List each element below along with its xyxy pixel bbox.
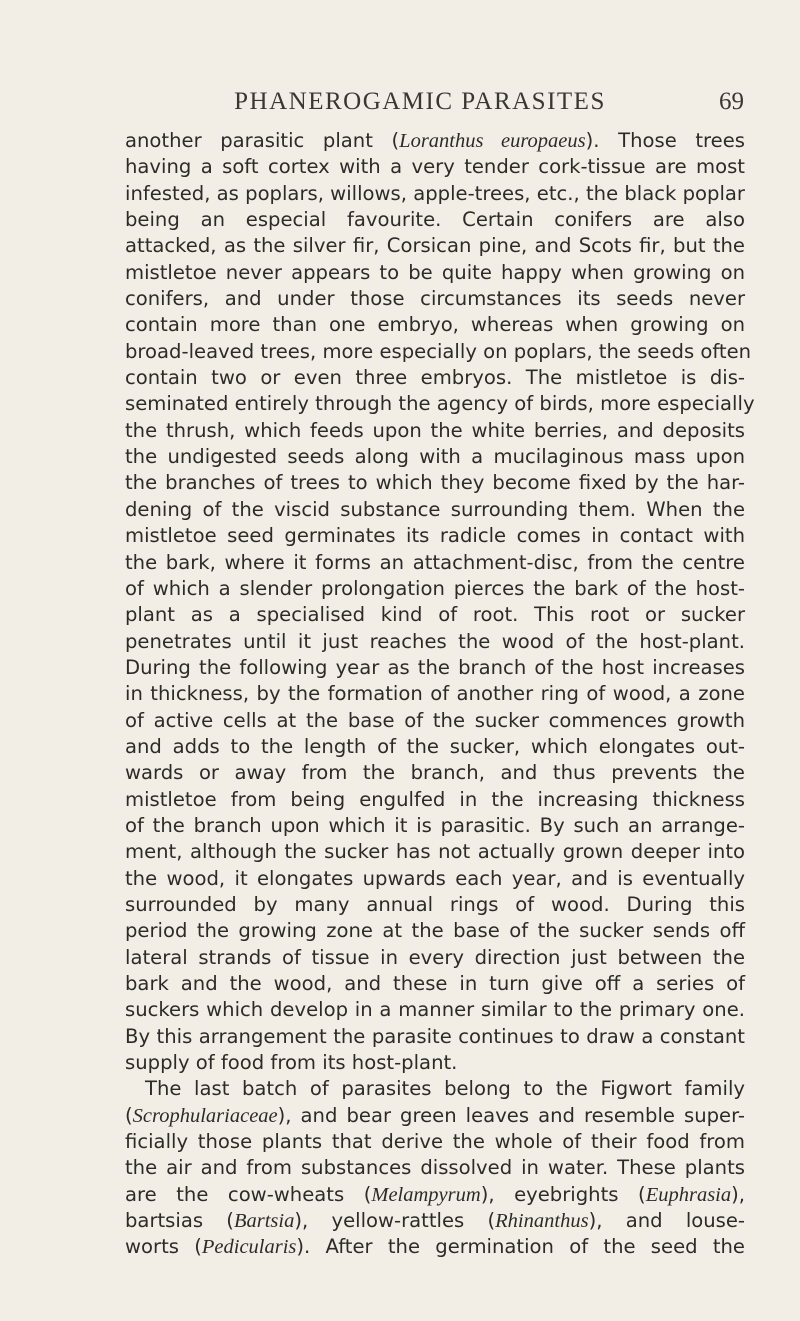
- text-run: mistletoe from being engulfed in the increasing thickness: [125, 787, 745, 811]
- text-run: During the following year as the branch of the host increases: [125, 655, 745, 679]
- text-run: the air and from substances dissolved in water. These plants: [125, 1156, 745, 1180]
- italic-taxon-name: Melampyrum: [371, 1183, 481, 1206]
- text-run: seminated entirely through the agency of birds, more especially: [125, 392, 755, 416]
- text-run: broad-leaved trees, more especially on poplars, the seeds often: [125, 339, 752, 363]
- text-line: [125, 497, 745, 523]
- text-line: [125, 629, 745, 655]
- text-run: ), yellow-rattles (: [294, 1209, 496, 1233]
- text-line: [125, 813, 745, 839]
- text-line: [125, 339, 752, 365]
- text-run: infested, as poplars, willows, apple-trees, etc., the black poplar: [125, 181, 745, 205]
- text-line: [125, 444, 745, 470]
- text-run: supply of food from its host-plant.: [125, 1051, 458, 1075]
- text-run: ficially those plants that derive the whole of their food from: [125, 1130, 745, 1154]
- text-line: [125, 1103, 745, 1129]
- text-run: mistletoe seed germinates its radicle comes in contact with: [125, 524, 745, 548]
- text-run: of active cells at the base of the sucker commences growth: [125, 708, 745, 732]
- text-line: [125, 1155, 745, 1181]
- text-line: [125, 971, 745, 997]
- text-line: [125, 892, 745, 918]
- text-line: [125, 1234, 745, 1260]
- text-line: [125, 1208, 745, 1234]
- italic-taxon-name: Loranthus europaeus: [399, 130, 586, 152]
- text-line: [125, 760, 745, 786]
- text-line: [125, 708, 745, 734]
- text-line: [125, 418, 745, 444]
- text-line: [125, 260, 745, 286]
- text-line: [125, 1129, 745, 1155]
- text-line: [125, 655, 745, 681]
- text-run: (: [125, 1103, 133, 1127]
- text-line: [125, 312, 745, 338]
- text-run: and adds to the length of the sucker, which elongates out-: [125, 734, 745, 758]
- text-line: [125, 787, 745, 813]
- text-line: [125, 734, 745, 760]
- text-run: having a soft cortex with a very tender cork-tissue are most: [125, 155, 745, 179]
- text-run: By this arrangement the parasite continues to draw a constant: [125, 1024, 745, 1048]
- text-run: plant as a specialised kind of root. This root or sucker: [125, 603, 745, 627]
- text-run: conifers, and under those circumstances its seeds never: [125, 287, 745, 311]
- text-line: [125, 1024, 745, 1050]
- text-run: the bark, where it forms an attachment-disc, from the centre: [125, 550, 745, 574]
- text-run: are the cow-wheats (: [125, 1182, 372, 1206]
- text-run: ), and bear green leaves and resemble super-: [277, 1103, 745, 1127]
- text-run: attacked, as the silver fir, Corsican pine, and Scots fir, but the: [125, 234, 745, 258]
- text-run: ), and louse-: [588, 1209, 746, 1233]
- italic-taxon-name: Euphrasia: [645, 1183, 732, 1206]
- text-run: penetrates until it just reaches the wood of the host-plant.: [125, 629, 745, 653]
- text-run: ). After the germination of the seed the: [296, 1235, 745, 1259]
- text-line: [125, 576, 745, 602]
- text-line: [125, 523, 745, 549]
- text-line: [125, 839, 745, 865]
- italic-taxon-name: Scrophulariaceae: [132, 1104, 278, 1127]
- text-run: The last batch of parasites belong to the Figwort family: [145, 1077, 745, 1101]
- text-run: the thrush, which feeds upon the white berries, and deposits: [125, 418, 745, 442]
- page-number: 69: [719, 88, 744, 115]
- text-line: [125, 1050, 745, 1076]
- text-run: mistletoe never appears to be quite happy when growing on: [125, 260, 745, 284]
- italic-taxon-name: Rhinanthus: [495, 1210, 589, 1233]
- text-run: period the growing zone at the base of the sucker sends off: [125, 919, 745, 943]
- text-line: [125, 154, 745, 180]
- text-line: [125, 918, 745, 944]
- italic-taxon-name: Bartsia: [233, 1210, 295, 1233]
- text-run: wards or away from the branch, and thus prevents the: [125, 761, 745, 785]
- text-line: [125, 550, 745, 576]
- text-line: [125, 1182, 745, 1208]
- text-run: of the branch upon which it is parasitic. By such an arrange-: [125, 813, 745, 837]
- text-run: suckers which develop in a manner similar to the primary one.: [125, 998, 745, 1022]
- body-text: [125, 128, 755, 1261]
- text-run: contain two or even three embryos. The mistletoe is dis-: [125, 366, 745, 390]
- text-line: [125, 391, 755, 417]
- text-run: ), eyebrights (: [480, 1182, 646, 1206]
- text-line: [125, 181, 745, 207]
- text-run: ). Those trees: [585, 129, 746, 152]
- text-line: [125, 233, 745, 259]
- text-run: contain more than one embryo, whereas when growing on: [125, 313, 745, 337]
- text-line: [125, 945, 745, 971]
- text-run: another parasitic plant (: [125, 129, 400, 152]
- text-run: the wood, it elongates upwards each year, and is eventually: [125, 866, 745, 890]
- text-line: [125, 207, 745, 233]
- text-run: in thickness, by the formation of another ring of wood, a zone: [125, 682, 745, 706]
- text-line: [125, 866, 745, 892]
- text-line: [125, 1076, 745, 1102]
- text-line: [125, 128, 745, 154]
- text-line: [125, 365, 745, 391]
- text-run: dening of the viscid substance surrounding them. When the: [125, 497, 745, 521]
- text-run: surrounded by many annual rings of wood. During this: [125, 892, 745, 916]
- text-run: worts (: [125, 1235, 202, 1259]
- text-run: the undigested seeds along with a mucilaginous mass upon: [125, 445, 745, 469]
- text-line: [125, 681, 745, 707]
- text-line: [125, 997, 745, 1023]
- text-run: bartsias (: [125, 1209, 234, 1233]
- text-line: [125, 470, 745, 496]
- text-line: [125, 286, 745, 312]
- italic-taxon-name: Pedicularis: [201, 1236, 297, 1259]
- text-run: bark and the wood, and these in turn give off a series of: [125, 972, 745, 995]
- running-head: PHANEROGAMIC PARASITES: [234, 88, 606, 115]
- text-run: ment, although the sucker has not actually grown deeper into: [125, 840, 745, 864]
- text-run: lateral strands of tissue in every direction just between the: [125, 945, 745, 969]
- text-run: of which a slender prolongation pierces the bark of the host-: [125, 576, 745, 600]
- text-run: being an especial favourite. Certain conifers are also: [125, 208, 745, 232]
- text-run: ),: [731, 1182, 745, 1206]
- text-line: [125, 602, 745, 628]
- text-run: the branches of trees to which they become fixed by the har-: [125, 471, 745, 495]
